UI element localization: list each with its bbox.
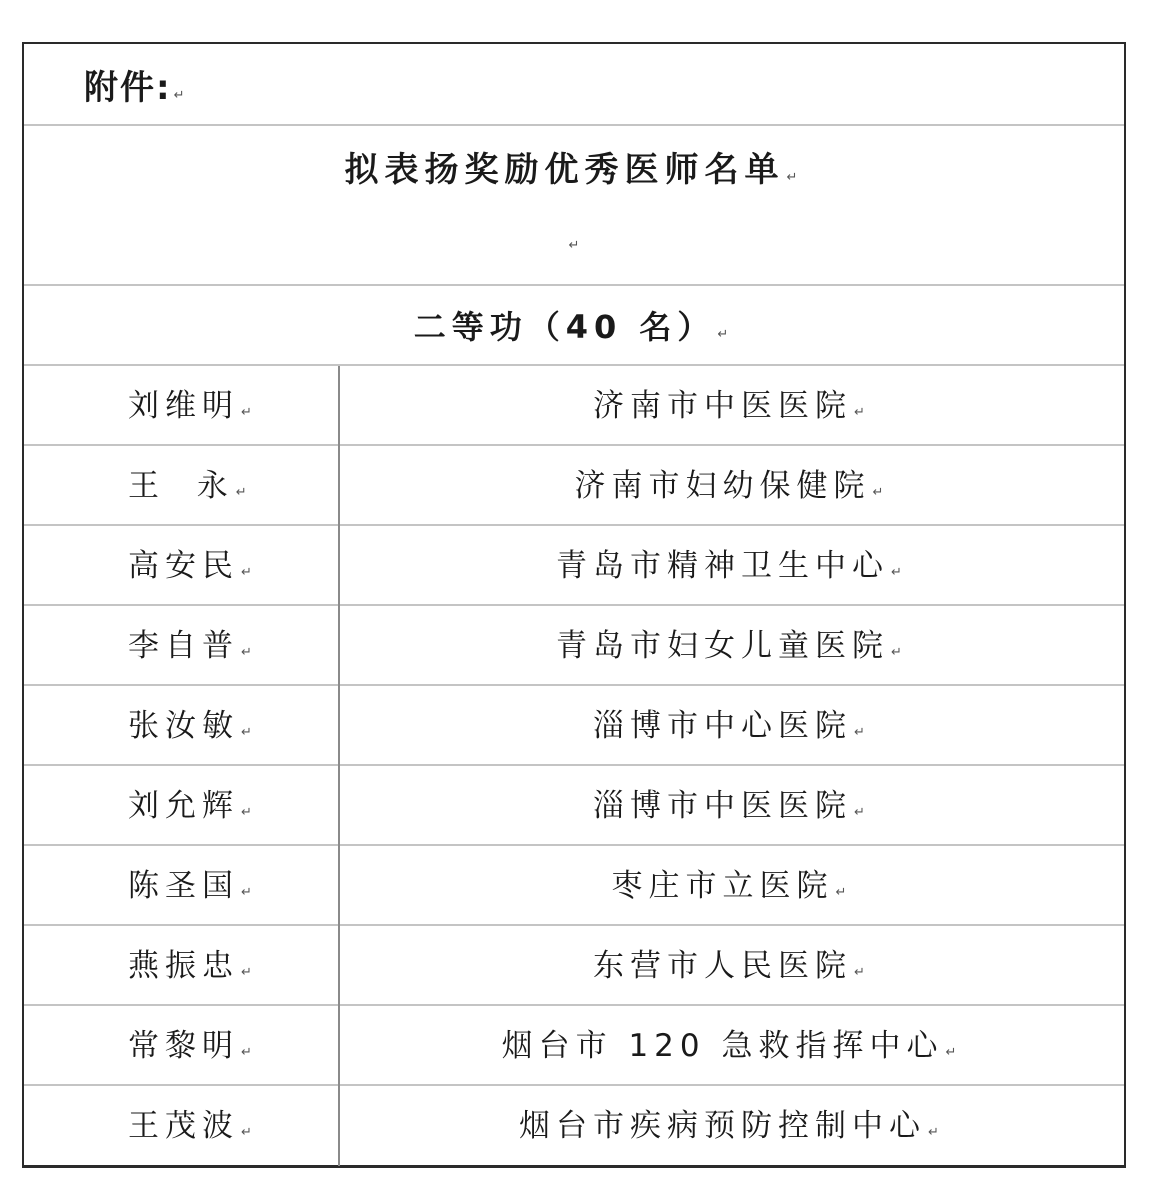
doctor-name: 常黎明 ↵ [128, 1028, 258, 1064]
table-row [24, 366, 1124, 446]
hospital-name: 青岛市妇女儿童医院 ↵ [556, 628, 908, 664]
doctor-name: 陈圣国 ↵ [128, 868, 258, 904]
table-row [24, 686, 1124, 766]
doctor-name: 王茂波 ↵ [128, 1108, 258, 1144]
document-table [22, 42, 1126, 1168]
hospital-name: 淄博市中医医院 ↵ [593, 788, 871, 824]
doctor-name: 高安民 ↵ [128, 548, 258, 584]
paragraph-mark-icon: ↵ [241, 1125, 258, 1140]
paragraph-mark-icon: ↵ [872, 485, 890, 500]
section-heading-row [24, 286, 1124, 366]
doctor-name: 李自普 ↵ [128, 628, 258, 664]
doctor-name: 刘维明 ↵ [128, 388, 258, 424]
paragraph-mark-icon: ↵ [854, 805, 871, 820]
document-title: 拟表扬奖励优秀医师名单 ↵ [344, 150, 804, 190]
paragraph-mark-icon: ↵ [945, 1045, 963, 1060]
hospital-name: 淄博市中心医院 ↵ [593, 708, 871, 744]
table-row [24, 606, 1124, 686]
table-row [24, 1006, 1124, 1086]
table-row [24, 766, 1124, 846]
section-heading: 二等功（40 名） ↵ [413, 308, 735, 346]
paragraph-mark-icon: ↵ [568, 238, 580, 253]
paragraph-mark-icon: ↵ [891, 565, 908, 580]
attachment-label: 附件: ↵ [84, 68, 187, 108]
hospital-name: 济南市妇幼保健院 ↵ [574, 468, 890, 504]
paragraph-mark-icon: ↵ [854, 965, 871, 980]
table-row [24, 1086, 1124, 1166]
doctor-name: 张汝敏 ↵ [128, 708, 258, 744]
hospital-name: 烟台市疾病预防控制中心 ↵ [519, 1108, 945, 1144]
hospital-name: 济南市中医医院 ↵ [593, 388, 871, 424]
paragraph-mark-icon: ↵ [235, 485, 253, 500]
paragraph-mark-icon: ↵ [241, 405, 258, 420]
hospital-name: 东营市人民医院 ↵ [593, 948, 871, 984]
table-row [24, 846, 1124, 926]
title-row [24, 126, 1124, 286]
paragraph-mark-icon: ↵ [241, 725, 258, 740]
paragraph-mark-icon: ↵ [835, 885, 853, 900]
paragraph-mark-icon: ↵ [241, 885, 258, 900]
paragraph-mark-icon: ↵ [241, 805, 258, 820]
paragraph-mark-icon: ↵ [717, 327, 735, 342]
paragraph-mark-icon: ↵ [173, 88, 187, 103]
paragraph-mark-icon: ↵ [854, 725, 871, 740]
paragraph-mark-icon: ↵ [928, 1125, 945, 1140]
paragraph-mark-icon: ↵ [786, 170, 804, 185]
hospital-name: 烟台市 120 急救指挥中心 ↵ [501, 1028, 963, 1064]
table-row [24, 446, 1124, 526]
table-row [24, 926, 1124, 1006]
doctor-name: 刘允辉 ↵ [128, 788, 258, 824]
paragraph-mark-icon: ↵ [241, 565, 258, 580]
paragraph-mark-icon: ↵ [854, 405, 871, 420]
paragraph-mark-icon: ↵ [241, 1045, 258, 1060]
paragraph-mark-icon: ↵ [241, 965, 258, 980]
doctor-name: 王 永 ↵ [128, 468, 253, 504]
attachment-row [24, 44, 1124, 126]
hospital-name: 青岛市精神卫生中心 ↵ [556, 548, 908, 584]
paragraph-mark-icon: ↵ [241, 645, 258, 660]
table-row [24, 526, 1124, 606]
paragraph-mark-icon: ↵ [891, 645, 908, 660]
doctor-name: 燕振忠 ↵ [128, 948, 258, 984]
hospital-name: 枣庄市立医院 ↵ [611, 868, 853, 904]
